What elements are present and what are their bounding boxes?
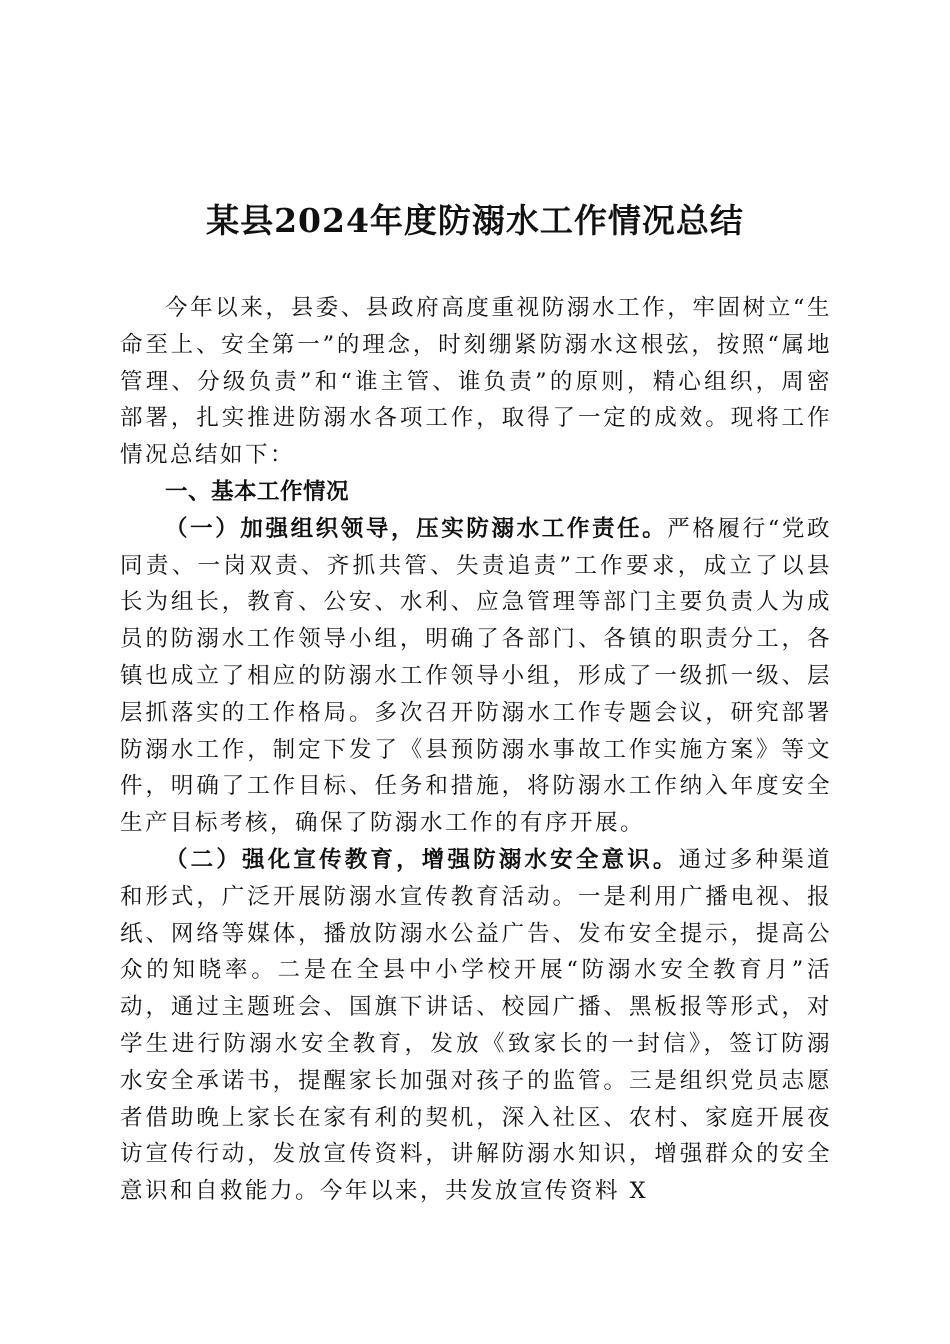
section-item-paragraph [120,842,832,1210]
item-body-text: 通过多种渠道和形式，广泛开展防溺水宣传教育活动。一是利用广播电视、报纸、网络等媒体，播放防溺水公益广告、发布安全提示，提高公众的知晓率。二是在全县中小学校开展“防溺水安全教育月”活动，通过主题班会、国旗下讲话、校园广播、黑板报等形式，对学生进行防溺水安全教育，发放《致家长的一封信》，签订防溺水安全承诺书，提醒家长加强对孩子的监管。三是组织党员志愿者借助晚上家长在家有利的契机，深入社区、农村、家庭开展夜访宣传行动，发放宣传资料，讲解防溺水知识，增强群众的安全意识和自救能力。今年以来，共发放宣传资料 X [120,846,832,1205]
section-item-paragraph [120,511,832,842]
intro-paragraph: 今年以来，县委、县政府高度重视防溺水工作，牢固树立“生命至上、安全第一”的理念，时刻绷紧防溺水这根弦，按照“属地管理、分级负责”和“谁主管、谁负责”的原则，精心组织，周密部署，扎实推进防溺水各项工作，取得了一定的成效。现将工作情况总结如下： [120,295,832,469]
section-heading: 一、基本工作情况 [165,478,350,505]
document-title: 某县2024年度防溺水工作情况总结 [206,201,744,240]
item-lead-text: （一）加强组织领导，压实防溺水工作责任。 [165,515,668,542]
document-body [120,290,832,1210]
item-lead-text: （二）强化宣传教育，增强防溺水安全意识。 [165,846,679,873]
item-body-text: 严格履行“党政同责、一岗双责、齐抓共管、失责追责”工作要求，成立了以县长为组长，教育、公安、水利、应急管理等部门主要负责人为成员的防溺水工作领导小组，明确了各部门、各镇的职责分工，各镇也成立了相应的防溺水工作领导小组，形成了一级抓一级、层层抓落实的工作格局。多次召开防溺水工作专题会议，研究部署防溺水工作，制定下发了《县预防溺水事故工作实施方案》等文件，明确了工作目标、任务和措施，将防溺水工作纳入年度安全生产目标考核，确保了防溺水工作的有序开展。 [120,515,832,837]
